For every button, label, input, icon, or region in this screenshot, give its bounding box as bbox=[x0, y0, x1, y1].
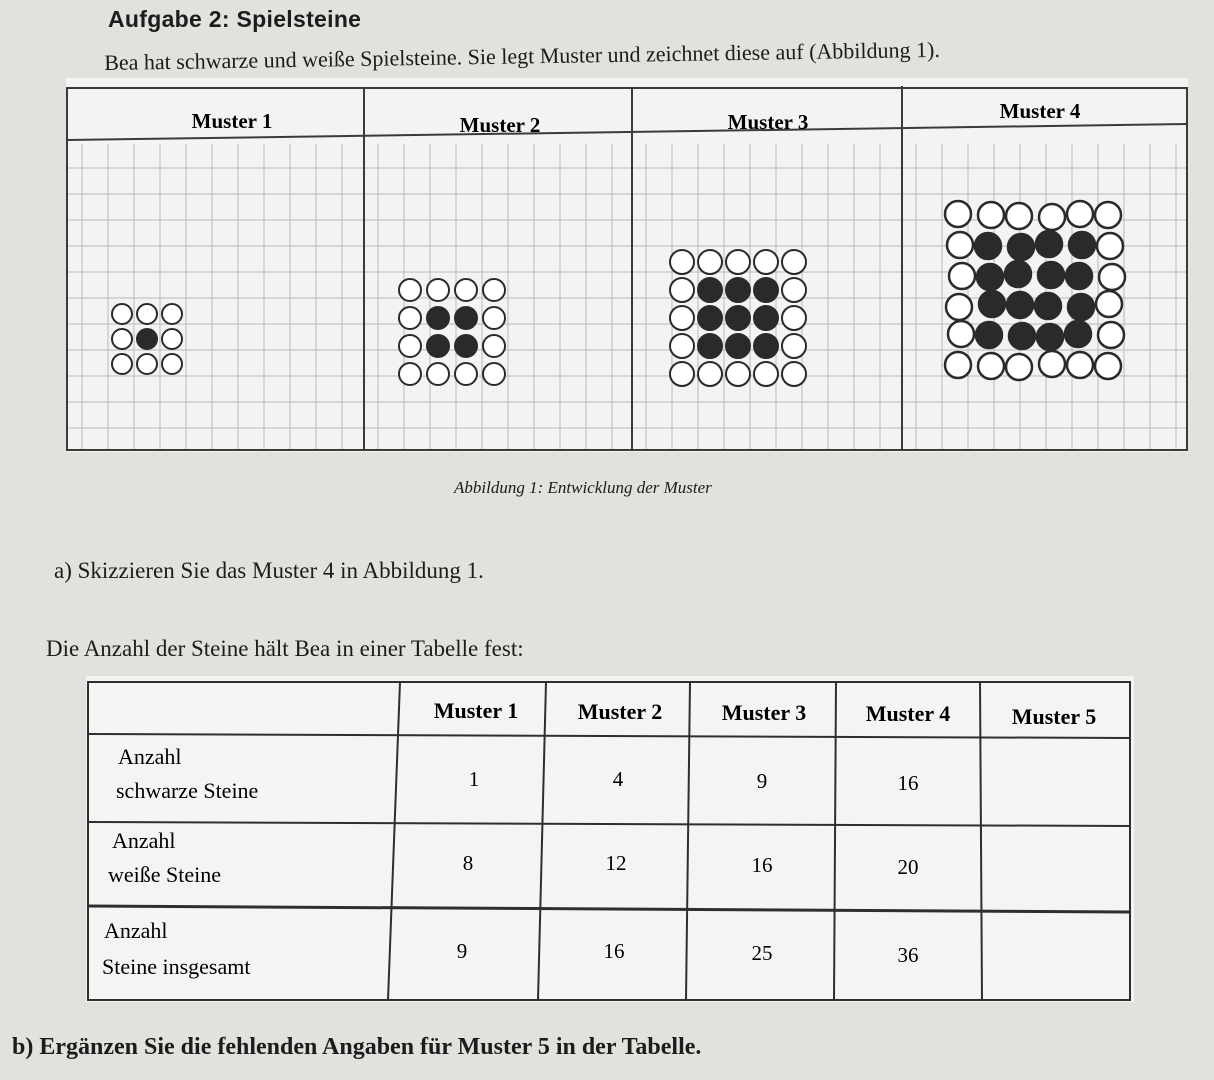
white-stone-muster-2 bbox=[399, 307, 421, 329]
white-stone-muster-2 bbox=[483, 279, 505, 301]
white-stone-muster-2 bbox=[455, 279, 477, 301]
white-stone-muster-4 bbox=[1067, 352, 1093, 378]
white-stone-muster-4 bbox=[945, 352, 971, 378]
task-b-text: Ergänzen Sie die fehlenden Angaben für Muster 5 in der Tabelle. bbox=[39, 1034, 702, 1060]
row-label-black-line1: Anzahl bbox=[118, 744, 182, 769]
white-stone-muster-2 bbox=[427, 363, 449, 385]
white-stone-muster-4 bbox=[1095, 202, 1121, 228]
table-header-muster-4: Muster 4 bbox=[865, 701, 951, 726]
white-stone-muster-4 bbox=[949, 263, 975, 289]
cell-black-muster-2: 4 bbox=[612, 767, 624, 791]
white-stone-muster-4 bbox=[946, 294, 972, 320]
white-stone-muster-3 bbox=[698, 250, 722, 274]
white-stone-muster-4 bbox=[1039, 351, 1065, 377]
black-stone-muster-4 bbox=[976, 322, 1002, 348]
white-stone-muster-4 bbox=[1006, 354, 1032, 380]
black-stone-muster-4 bbox=[1007, 292, 1033, 318]
black-stone-muster-1 bbox=[137, 329, 157, 349]
white-stone-muster-1 bbox=[162, 354, 182, 374]
black-stone-muster-4 bbox=[977, 264, 1003, 290]
white-stone-muster-3 bbox=[670, 250, 694, 274]
white-stone-muster-4 bbox=[945, 201, 971, 227]
white-stone-muster-3 bbox=[726, 250, 750, 274]
cell-white-muster-2: 12 bbox=[605, 851, 627, 875]
white-stone-muster-4 bbox=[1099, 264, 1125, 290]
white-stone-muster-3 bbox=[726, 362, 750, 386]
stone-count-table bbox=[86, 676, 1134, 1002]
white-stone-muster-2 bbox=[483, 363, 505, 385]
black-stone-muster-4 bbox=[1068, 294, 1094, 320]
white-stone-muster-1 bbox=[137, 304, 157, 324]
white-stone-muster-4 bbox=[1006, 203, 1032, 229]
white-stone-muster-4 bbox=[1096, 291, 1122, 317]
cell-black-muster-1: 1 bbox=[468, 767, 480, 791]
table-intro: Die Anzahl der Steine hält Bea in einer Tabelle fest: bbox=[46, 636, 524, 661]
white-stone-muster-3 bbox=[670, 362, 694, 386]
task-a-text: Skizzieren Sie das Muster 4 in Abbildung 1. bbox=[77, 558, 484, 583]
black-stone-muster-3 bbox=[754, 278, 778, 302]
black-stone-muster-4 bbox=[1008, 234, 1034, 260]
row-label-white-line2: weiße Steine bbox=[108, 862, 222, 887]
figure-header-muster-1: Muster 1 bbox=[191, 109, 273, 133]
black-stone-muster-3 bbox=[726, 278, 750, 302]
black-stone-muster-3 bbox=[754, 334, 778, 358]
cell-total-muster-2: 16 bbox=[603, 939, 625, 963]
white-stone-muster-3 bbox=[782, 250, 806, 274]
figure-header-muster-4: Muster 4 bbox=[999, 99, 1081, 123]
black-stone-muster-3 bbox=[698, 306, 722, 330]
black-stone-muster-4 bbox=[979, 291, 1005, 317]
white-stone-muster-1 bbox=[112, 304, 132, 324]
table-header-muster-5: Muster 5 bbox=[1011, 704, 1097, 729]
black-stone-muster-3 bbox=[754, 306, 778, 330]
black-stone-muster-2 bbox=[427, 307, 449, 329]
cell-white-muster-4: 20 bbox=[897, 855, 919, 879]
white-stone-muster-3 bbox=[782, 278, 806, 302]
cell-black-muster-4: 16 bbox=[897, 771, 919, 795]
white-stone-muster-1 bbox=[162, 329, 182, 349]
black-stone-muster-4 bbox=[1036, 231, 1062, 257]
white-stone-muster-4 bbox=[1095, 353, 1121, 379]
black-stone-muster-4 bbox=[1038, 262, 1064, 288]
intro-text: Bea hat schwarze und weiße Spielsteine. Sie legt Muster und zeichnet diese auf (Abbildung 1). bbox=[104, 36, 941, 75]
black-stone-muster-4 bbox=[1037, 324, 1063, 350]
black-stone-muster-3 bbox=[726, 306, 750, 330]
cell-total-muster-1: 9 bbox=[456, 939, 468, 963]
figure-caption: Abbildung 1: Entwicklung der Muster bbox=[454, 478, 712, 497]
row-label-total-line1: Anzahl bbox=[104, 918, 168, 943]
black-stone-muster-4 bbox=[1065, 321, 1091, 347]
cell-white-muster-1: 8 bbox=[462, 851, 474, 875]
white-stone-muster-3 bbox=[670, 306, 694, 330]
task-a bbox=[54, 558, 484, 584]
white-stone-muster-3 bbox=[754, 250, 778, 274]
white-stone-muster-2 bbox=[427, 279, 449, 301]
table-header-muster-1: Muster 1 bbox=[433, 698, 519, 723]
pattern-figure bbox=[66, 78, 1188, 452]
cell-white-muster-3: 16 bbox=[751, 853, 773, 877]
black-stone-muster-3 bbox=[698, 334, 722, 358]
black-stone-muster-4 bbox=[1009, 323, 1035, 349]
white-stone-muster-1 bbox=[112, 354, 132, 374]
table-header-muster-3: Muster 3 bbox=[721, 700, 807, 725]
white-stone-muster-3 bbox=[782, 306, 806, 330]
table-header-muster-2: Muster 2 bbox=[577, 699, 663, 724]
black-stone-muster-4 bbox=[1035, 293, 1061, 319]
task-a-label: a) bbox=[54, 558, 72, 583]
cell-total-muster-4: 36 bbox=[897, 943, 919, 967]
figure-header-muster-3: Muster 3 bbox=[727, 110, 809, 134]
white-stone-muster-4 bbox=[978, 353, 1004, 379]
black-stone-muster-3 bbox=[698, 278, 722, 302]
black-stone-muster-4 bbox=[975, 233, 1001, 259]
white-stone-muster-2 bbox=[483, 335, 505, 357]
white-stone-muster-1 bbox=[137, 354, 157, 374]
white-stone-muster-4 bbox=[1097, 233, 1123, 259]
black-stone-muster-3 bbox=[726, 334, 750, 358]
exercise-title: Aufgabe 2: Spielsteine bbox=[108, 6, 362, 32]
white-stone-muster-1 bbox=[162, 304, 182, 324]
row-label-total-line2: Steine insgesamt bbox=[102, 954, 251, 979]
white-stone-muster-2 bbox=[399, 363, 421, 385]
cell-black-muster-3: 9 bbox=[756, 769, 768, 793]
white-stone-muster-1 bbox=[112, 329, 132, 349]
figure-header-muster-2: Muster 2 bbox=[459, 113, 541, 137]
black-stone-muster-2 bbox=[455, 335, 477, 357]
black-stone-muster-4 bbox=[1069, 232, 1095, 258]
black-stone-muster-4 bbox=[1005, 261, 1031, 287]
row-label-black-line2: schwarze Steine bbox=[116, 778, 259, 803]
black-stone-muster-2 bbox=[455, 307, 477, 329]
task-b-label: b) bbox=[12, 1034, 34, 1060]
black-stone-muster-2 bbox=[427, 335, 449, 357]
white-stone-muster-4 bbox=[1067, 201, 1093, 227]
stone-count-table-svg bbox=[86, 676, 1134, 1002]
white-stone-muster-4 bbox=[1098, 322, 1124, 348]
cell-total-muster-3: 25 bbox=[751, 941, 773, 965]
white-stone-muster-3 bbox=[754, 362, 778, 386]
white-stone-muster-3 bbox=[698, 362, 722, 386]
white-stone-muster-3 bbox=[782, 334, 806, 358]
white-stone-muster-4 bbox=[978, 202, 1004, 228]
white-stone-muster-2 bbox=[399, 335, 421, 357]
white-stone-muster-2 bbox=[455, 363, 477, 385]
white-stone-muster-4 bbox=[1039, 204, 1065, 230]
pattern-figure-svg bbox=[66, 78, 1188, 452]
white-stone-muster-4 bbox=[947, 232, 973, 258]
task-b bbox=[12, 1034, 701, 1061]
white-stone-muster-4 bbox=[948, 321, 974, 347]
black-stone-muster-4 bbox=[1066, 263, 1092, 289]
row-label-white-line1: Anzahl bbox=[112, 828, 176, 853]
white-stone-muster-3 bbox=[670, 334, 694, 358]
white-stone-muster-2 bbox=[399, 279, 421, 301]
white-stone-muster-3 bbox=[782, 362, 806, 386]
white-stone-muster-2 bbox=[483, 307, 505, 329]
white-stone-muster-3 bbox=[670, 278, 694, 302]
